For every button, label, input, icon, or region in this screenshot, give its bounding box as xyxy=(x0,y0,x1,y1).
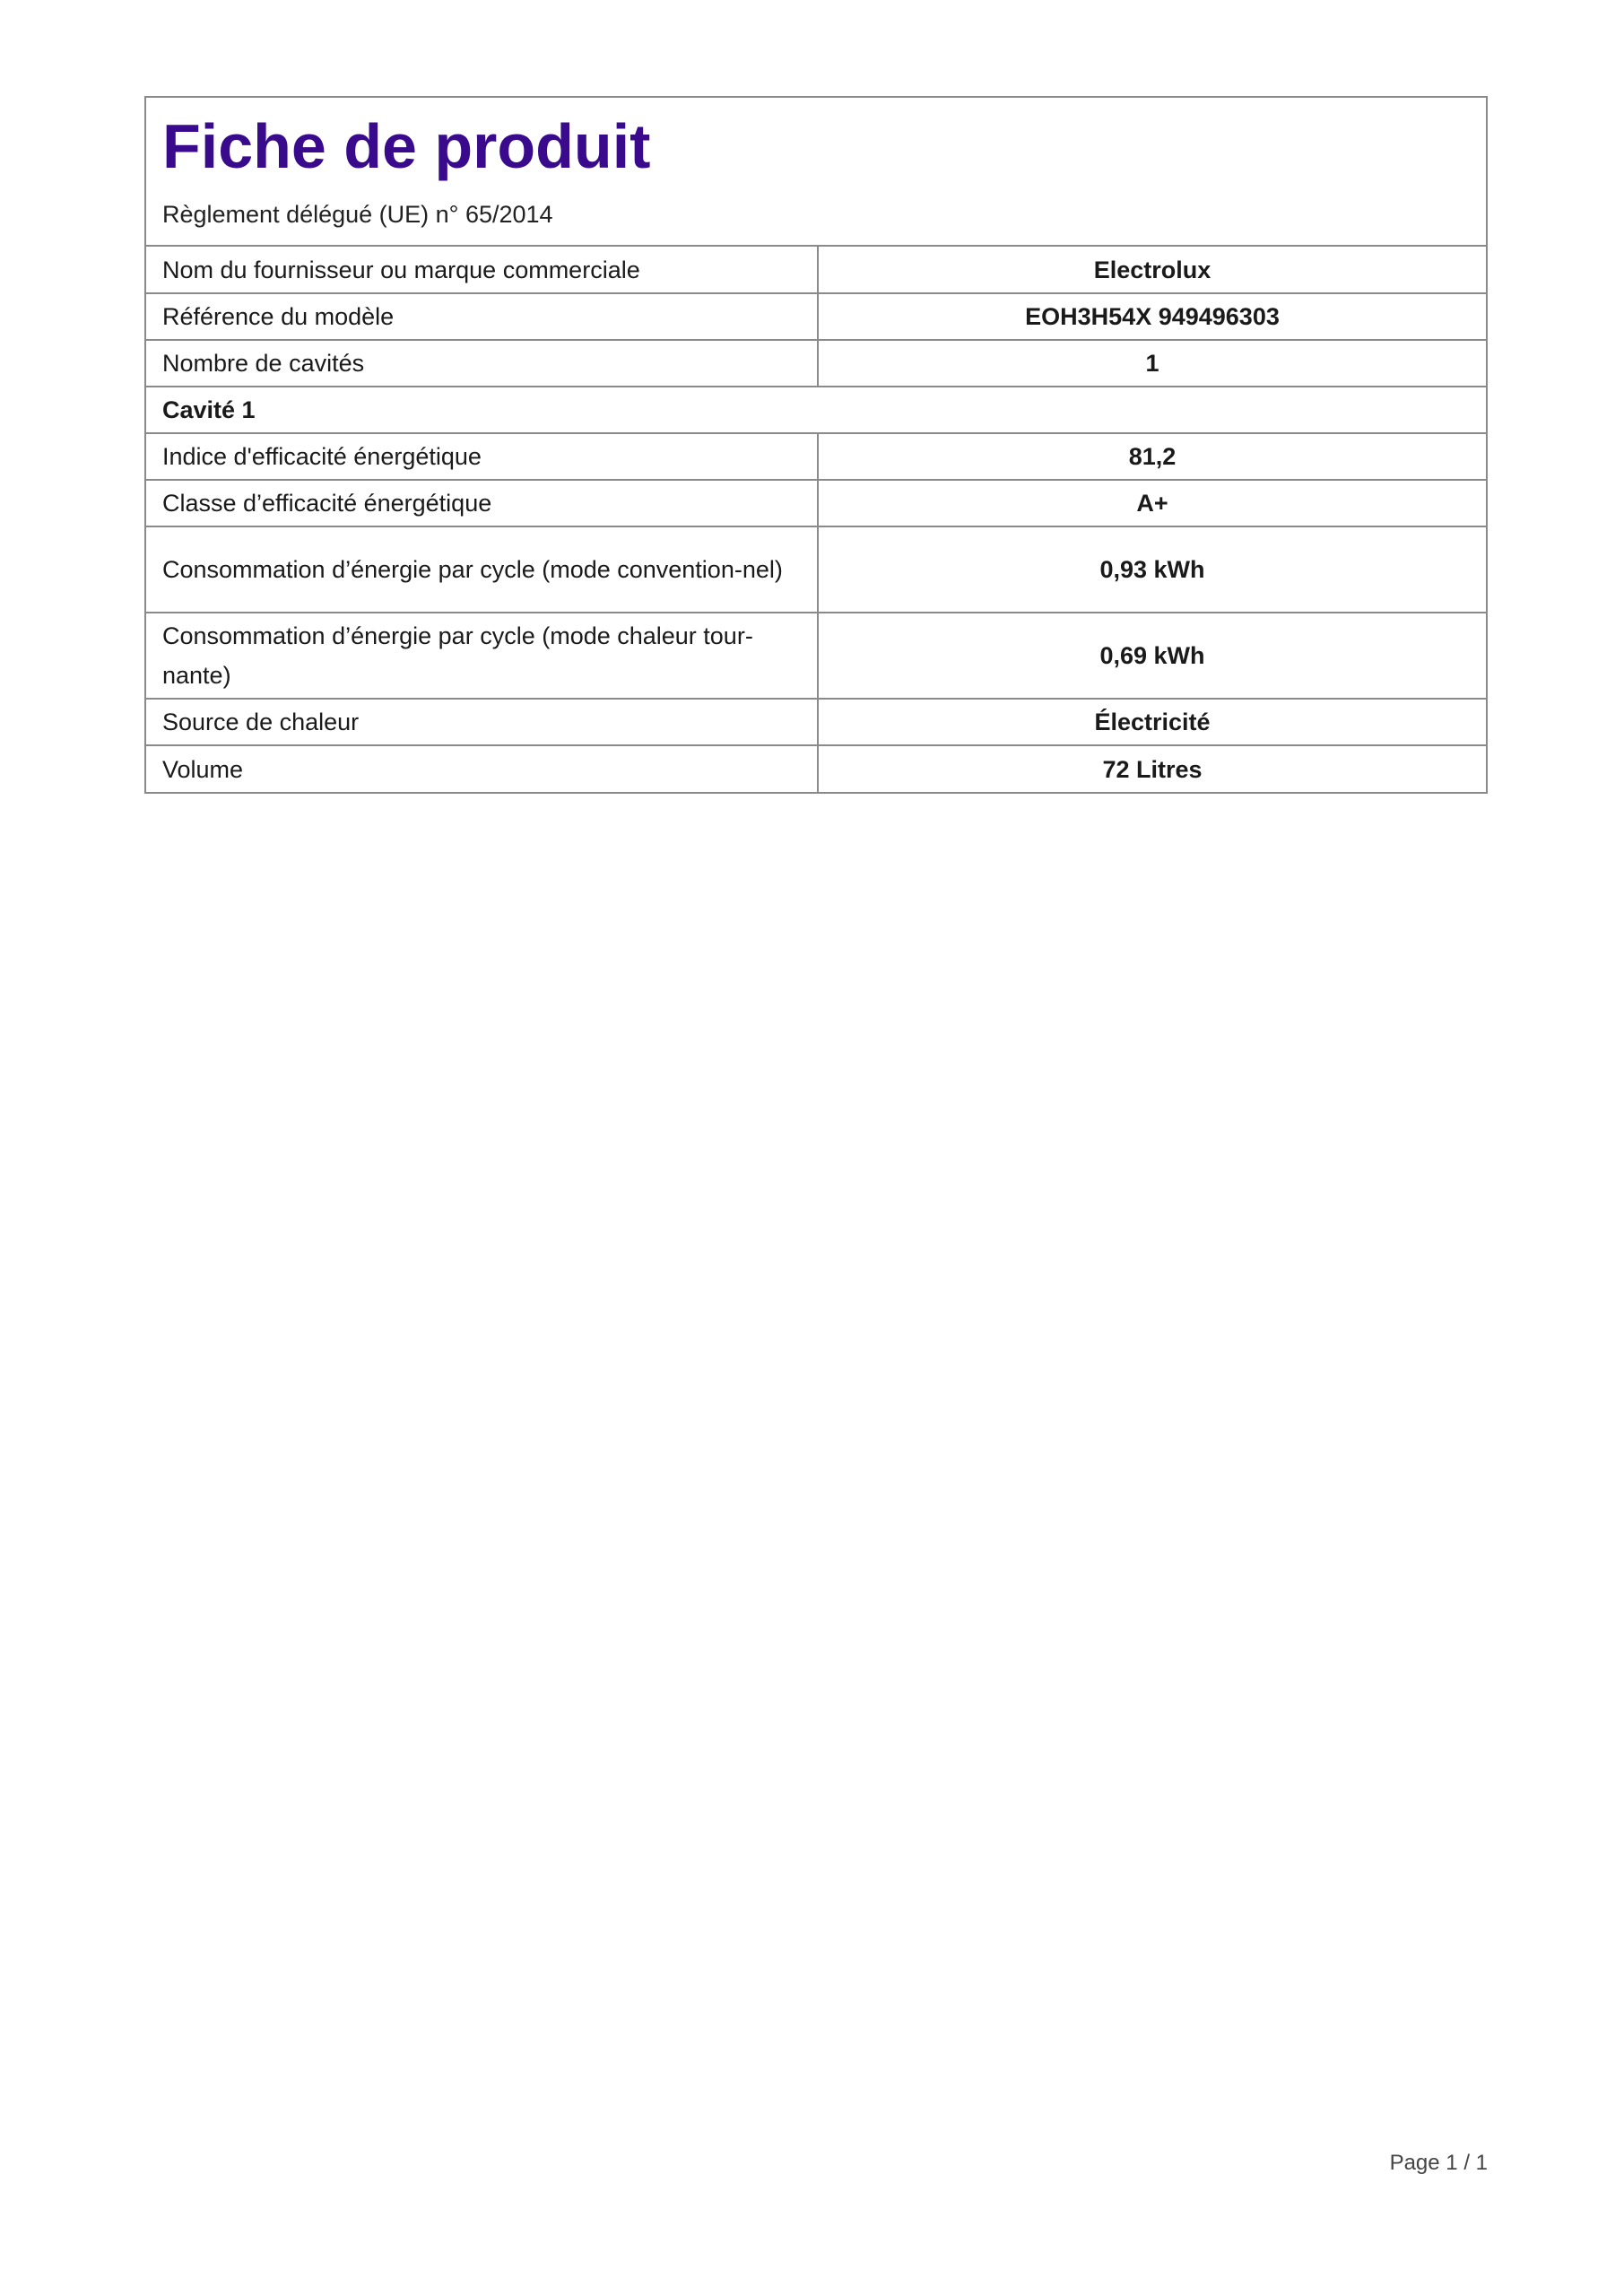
row-value: 0,69 kWh xyxy=(818,613,1486,699)
row-value: 0,93 kWh xyxy=(818,526,1486,613)
table-row-volume xyxy=(146,745,1486,792)
row-value: 81,2 xyxy=(818,433,1486,480)
row-label: Nom du fournisseur ou marque commerciale xyxy=(162,256,640,283)
table-row-supplier xyxy=(146,247,1486,293)
row-label: Classe d’efficacité énergétique xyxy=(146,480,818,526)
row-label: Consommation d’énergie par cycle (mode convention-nel) xyxy=(146,526,818,613)
row-label: Source de chaleur xyxy=(146,699,818,745)
page-title: Fiche de produit xyxy=(162,111,651,181)
row-value: 1 xyxy=(818,340,1486,387)
product-sheet xyxy=(144,96,1488,794)
section-heading: Cavité 1 xyxy=(146,387,1486,433)
row-label: Nombre de cavités xyxy=(146,340,818,387)
table-row-consumption-conventional xyxy=(146,526,1486,613)
sheet-header xyxy=(146,98,1486,247)
table-section-cavity-1 xyxy=(146,387,1486,433)
table-row-heat-source xyxy=(146,699,1486,745)
row-value: Electrolux xyxy=(818,247,1486,293)
page-number: Page 1 / 1 xyxy=(1389,2151,1488,2175)
row-value: 72 Litres xyxy=(818,745,1486,792)
table-row-consumption-fan xyxy=(146,613,1486,699)
row-label: Volume xyxy=(146,745,818,792)
row-label: Indice d'efficacité énergétique xyxy=(146,433,818,480)
product-table xyxy=(146,247,1486,792)
row-label: Consommation d’énergie par cycle (mode chaleur tour-nante) xyxy=(146,613,818,699)
table-row-energy-index xyxy=(146,433,1486,480)
row-value: EOH3H54X 949496303 xyxy=(818,293,1486,340)
row-value: Électricité xyxy=(818,699,1486,745)
table-row-cavity-count xyxy=(146,340,1486,387)
row-value: A+ xyxy=(818,480,1486,526)
row-label: Référence du modèle xyxy=(146,293,818,340)
regulation-reference: Règlement délégué (UE) n° 65/2014 xyxy=(162,201,553,228)
table-row-energy-class xyxy=(146,480,1486,526)
table-row-model-reference xyxy=(146,293,1486,340)
